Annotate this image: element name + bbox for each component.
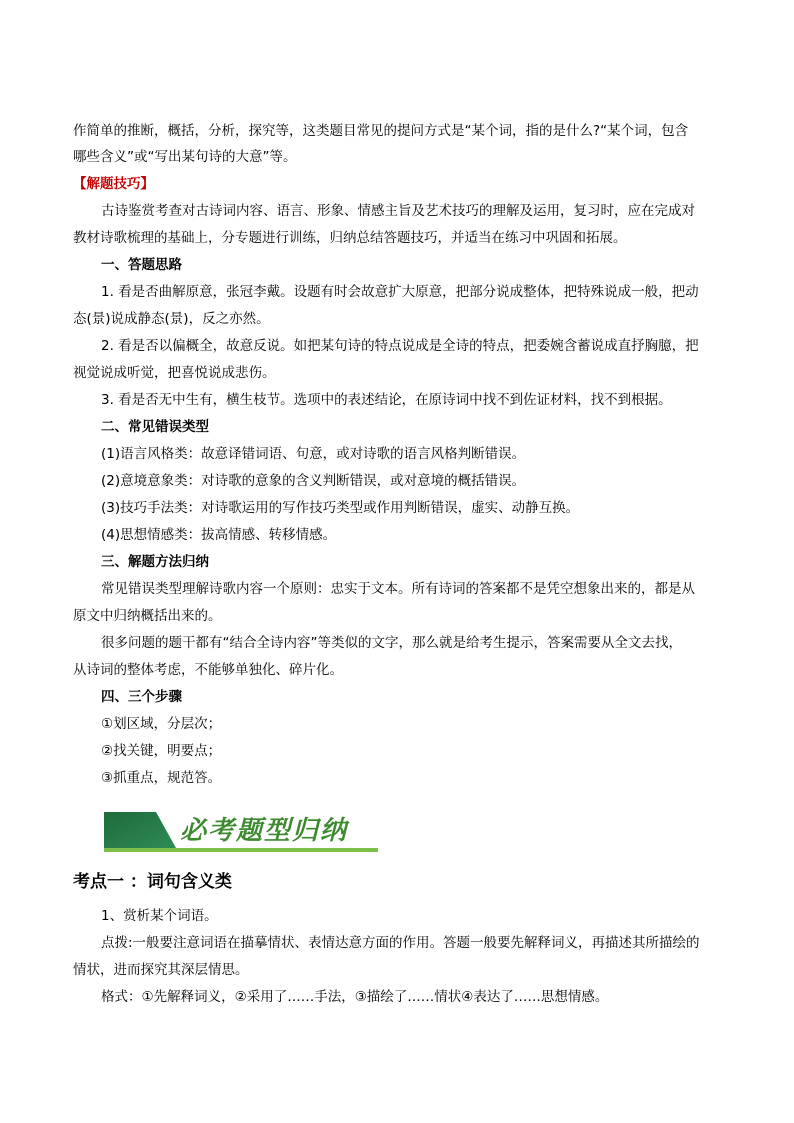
kaodian-item: 1、赏析某个词语。 — [101, 908, 218, 924]
section3-para1-line2: 原文中归纳概括出来的。 — [73, 608, 222, 624]
section2-item-4: (4)思想情感类：拔高情感、转移情感。 — [101, 527, 337, 543]
section3-title: 三、解题方法归纳 — [101, 554, 209, 570]
kaodian-dianbo-line1: 点拨:一般要注意词语在描摹情状、表情达意方面的作用。答题一般要先解释词义，再描述其所描绘的 — [101, 935, 700, 951]
tips-title: 【解题技巧】 — [73, 176, 154, 192]
section4-step-1: ①划区域，分层次； — [101, 716, 222, 732]
section4-step-2: ②找关键，明要点； — [101, 743, 222, 759]
section1-title: 一、答题思路 — [101, 257, 182, 273]
section1-item1-line1: 1. 看是否曲解原意，张冠李戴。设题有时会故意扩大原意，把部分说成整体，把特殊说成一般，把动 — [101, 284, 699, 300]
section2-item-2: (2)意境意象类：对诗歌的意象的含义判断错误，或对意境的概括错误。 — [101, 473, 526, 489]
kaodian-title: 考点一 ：词句含义类 — [73, 872, 232, 892]
section1-item1-line2: 态(景)说成静态(景)，反之亦然。 — [73, 311, 270, 327]
section3-para2-line2: 从诗词的整体考虑，不能够单独化、碎片化。 — [73, 662, 343, 678]
section2-title: 二、常见错误类型 — [101, 419, 209, 435]
banner-underline — [104, 848, 378, 852]
section4-title: 四、三个步骤 — [101, 689, 182, 705]
section2-item-3: (3)技巧手法类：对诗歌运用的写作技巧类型或作用判断错误，虚实、动静互换。 — [101, 500, 580, 516]
section3-para2-line1: 很多问题的题干都有“结合全诗内容”等类似的文字，那么就是给考生提示，答案需要从全文去找， — [101, 635, 682, 651]
kaodian-geshi: 格式：①先解释词义，②采用了……手法，③描绘了……情状④表达了……思想情感。 — [101, 989, 609, 1005]
section2-item-1: (1)语言风格类：故意译错词语、句意，或对诗歌的语言风格判断错误。 — [101, 446, 526, 462]
tips-para-line-1: 古诗鉴赏考查对古诗词内容、语言、形象、情感主旨及艺术技巧的理解及运用，复习时，应在完成对 — [101, 203, 695, 219]
section1-item3: 3. 看是否无中生有，横生枝节。选项中的表述结论，在原诗词中找不到佐证材料，找不到根据。 — [101, 392, 672, 408]
tips-para-line-2: 教材诗歌梳理的基础上，分专题进行训练，归纳总结答题技巧，并适当在练习中巩固和拓展。 — [73, 230, 627, 246]
kaodian-dianbo-line2: 情状，进而探究其深层情思。 — [73, 962, 249, 978]
section3-para1-line1: 常见错误类型理解诗歌内容一个原则：忠实于文本。所有诗词的答案都不是凭空想象出来的，都是从 — [101, 581, 695, 597]
intro-line-2: 哪些含义”或“写出某句诗的大意”等。 — [73, 149, 297, 165]
banner-title: 必考题型归纳 — [180, 816, 349, 846]
section4-step-3: ③抓重点，规范答。 — [101, 770, 222, 786]
section1-item2-line2: 视觉说成听觉，把喜悦说成悲伤。 — [73, 365, 276, 381]
section1-item2-line1: 2. 看是否以偏概全，故意反说。如把某句诗的特点说成是全诗的特点，把委婉含蓄说成直抒胸臆，把 — [101, 338, 699, 354]
intro-line-1: 作简单的推断，概括，分析，探究等，这类题目常见的提问方式是“某个词，指的是什么?“某个词，包含 — [73, 123, 689, 139]
banner-dark-block — [104, 812, 176, 848]
